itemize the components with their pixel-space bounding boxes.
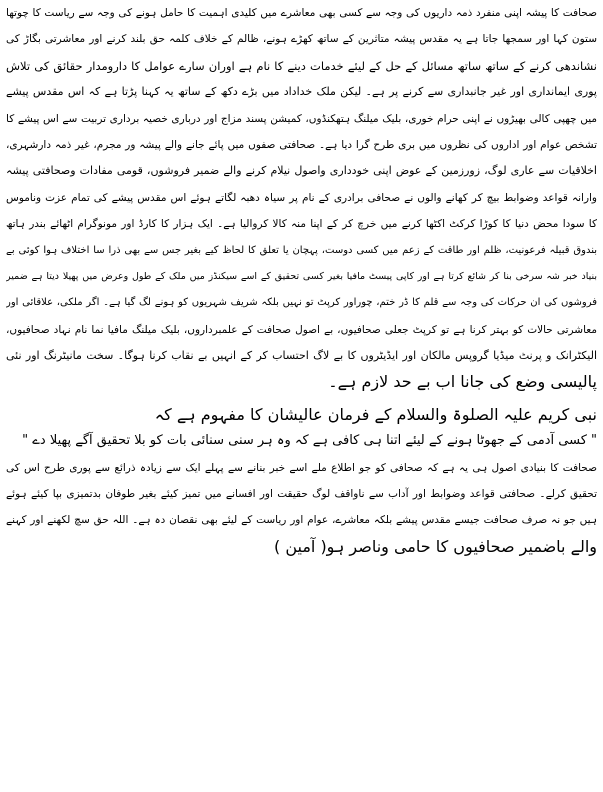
article-paragraph: [6, 0, 597, 396]
quotation-line: " کسی آدمی کے جھوٹا ہونے کے لیئے اتنا ہی کافی ہے کہ وہ ہر سنی سنائی بات کو بلا تحقیق آگے پھیلا دے ": [22, 433, 597, 449]
text-line: معاشرتی حالات کو بہتر کرنا ہے تو کرپٹ جعلی صحافیوں، بے اصول صحافت کے علمبرداروں، بلیک میلنگ مافیا نما نام نہاد صحافیوں،: [6, 323, 597, 336]
hadith-paragraph: [6, 402, 597, 455]
text-line: بنیاد خبر شہ سرخی بنا کر شائع کرتا ہے اور کاپی پیسٹ مافیا بغیر کسی تحقیق کے اسے سیکنڈز میں ملک کے طول وعرض میں پھیلا دیتا ہے ضمیر: [6, 270, 597, 282]
closing-paragraph: [6, 455, 597, 561]
text-line: صحافت کا بنیادی اصول ہی یہ ہے کہ صحافی کو جو اطلاع ملے اسے خبر بنانے سے پہلے ایک سے زیادہ ذرائع سے پوری طرح اس کی: [6, 461, 597, 474]
text-line: ستون کہا اور سمجھا جاتا ہے یہ مقدس پیشہ متاثرین کے ساتھ کھڑے ہونے، ظالم کے خلاف کلمہ حق بلند کرنے اور معاشرتی بگاڑ کی: [6, 33, 597, 46]
text-line: الیکٹرانک و پرنٹ میڈیا گروپس مالکان اور ایڈیٹروں کا بے لاگ احتساب کر کے انہیں بے نقاب کرنا ہوگا۔ سخت مانیٹرنگ اور نئی: [6, 349, 597, 363]
text-line: اخلاقیات سے عاری لوگ، زورزمین کے عوض اپنی خودداری واصول نیلام کرنے والے ضمیر فروشوں، قومی مفادات وصحافتی پیشہ: [6, 164, 597, 178]
text-line: بندوق قبیلہ فرعونیت، ظلم اور طاقت کے زعم میں کسی دوست، پہچان یا تعلق کا لحاظ کیے بغیر جس سے بھی ذرا سا اختلاف ہوا کوئی بے: [6, 244, 597, 256]
text-line: وارانہ قواعد وضوابط بیچ کر کھانے والوں نے صحافی برادری کے نام پر سیاہ دھبہ لگاتے ہوئے اس مقدس پیشے کی تمام عزت وناموس: [6, 191, 597, 204]
text-line: فروشوں کی ان حرکات کی وجہ سے قلم کا ڈر ختم، چوراور کرپٹ تو نہیں بلکہ شریف شہریوں کو ہونے لگ گیا ہے۔ اگر ملکی، علاقائی اور: [6, 297, 597, 309]
text-line: ہیں جو نہ صرف صحافت جیسے مقدس پیشے بلکہ معاشرے، عوام اور ریاست کے لیئے بھی نقصان دہ ہے۔ اللہ حق سچ لکھنے اور کہنے: [6, 514, 597, 527]
text-line: پالیسی وضع کی جانا اب بے حد لازم ہے۔: [328, 372, 597, 392]
text-line: تحقیق کرلے۔ صحافتی قواعد وضوابط اور آداب سے ناواقف لوگ حقیقت اور افسانے میں تمیز کیئے بغیر طوفان بدتمیزی بپا کیئے ہوئے: [6, 488, 597, 501]
text-line: نشاندھی کرنے کے ساتھ ساتھ مسائل کے حل کے لیئے خدمات دینے کا نام ہے اوران سارے عوامل کا دارومدار حقائق کی تلاش: [6, 58, 597, 73]
text-line: والے باضمیر صحافیوں کا حامی وناصر ہو( آمین ): [274, 536, 597, 556]
text-line: پوری ایمانداری اور غیر جانبداری سے کرنے پر ہے۔ لیکن ملک خداداد میں بڑے دکھ کے ساتھ یہ کہنا پڑتا ہے کہ اس مقدس پیشے: [6, 85, 597, 99]
text-line: تشخص عوام اور اداروں کی نظروں میں بری طرح گرا دیا ہے۔ صحافتی صفوں میں پائے جانے والے پیشہ ور مجرم، غیر ذمہ دارشہری،: [6, 138, 597, 151]
text-line: میں چھپی کالی بھیڑوں نے اپنی حرام خوری، بلیک میلنگ ہتھکنڈوں، کمیشن پسند مزاج اور درباری خصیہ برداری تربیت سے اس پیشے کا: [6, 112, 597, 125]
text-line: صحافت کا پیشہ اپنی منفرد ذمہ داریوں کی وجہ سے کسی بھی معاشرے میں کلیدی اہمیت کا حامل ہونے کی وجہ سے ریاست کا چوتھا: [6, 7, 597, 19]
text-line: کا سودا محض دنیا کا کوڑا کرکٹ اکٹھا کرنے میں خرچ کر کے اپنا منہ کالا کروالیا ہے۔ ایک ہزار کا کارڈ اور مونوگرام اٹھائے بندر ہاتھ: [6, 218, 597, 231]
text-line: نبی کریم علیہ الصلوۃ والسلام کے فرمان عالیشان کا مفہوم ہے کہ: [154, 404, 597, 424]
